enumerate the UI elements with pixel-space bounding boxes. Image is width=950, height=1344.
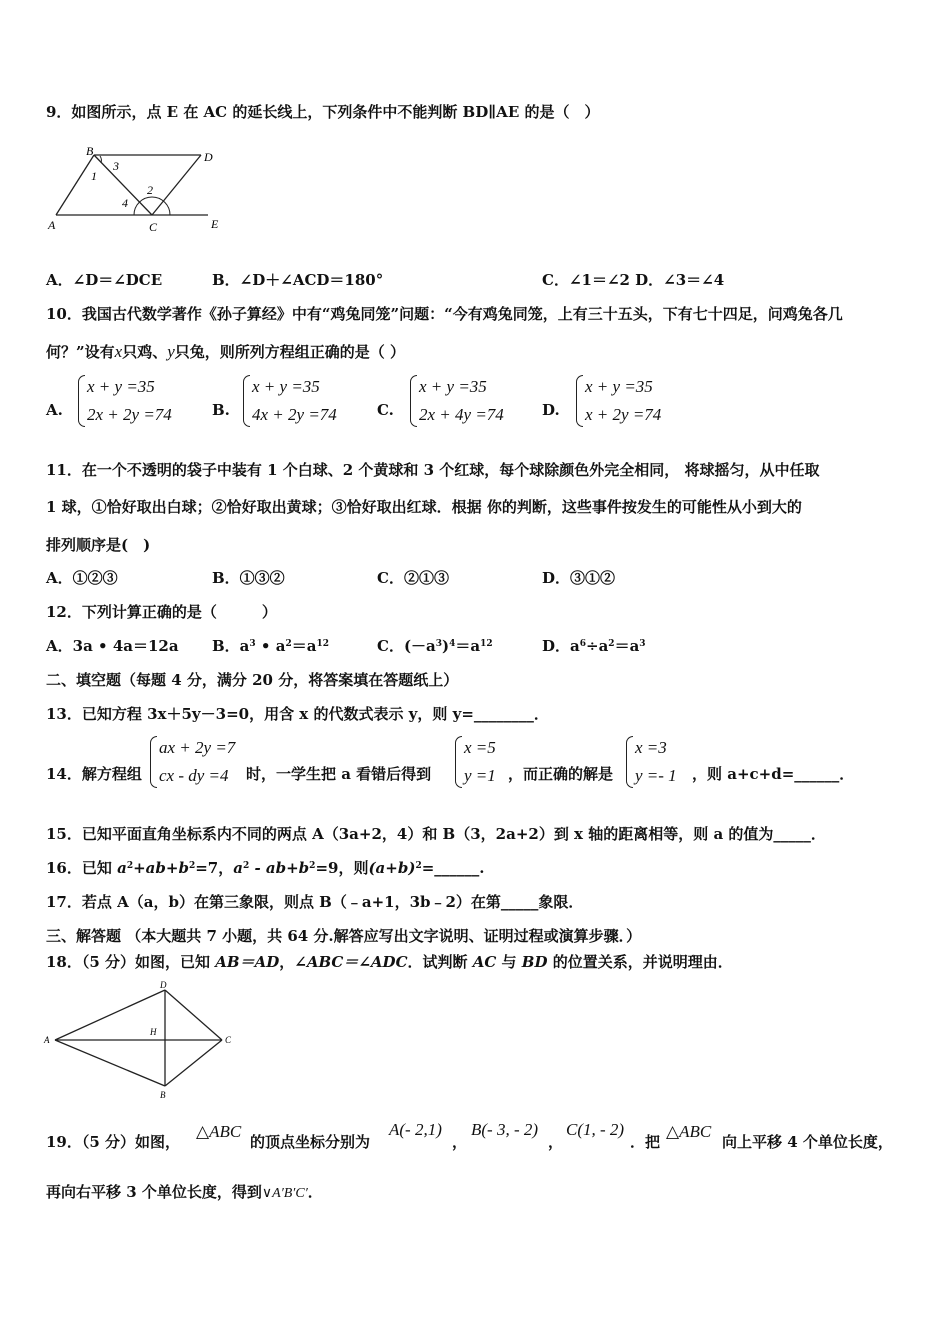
q13-text: 13．已知方程 3x＋5y－3=0，用含 x 的代数式表示 y，则 y=________． <box>46 705 549 723</box>
q10-line2: 何？”设有x只鸡、y只兔，则所列方程组正确的是（ ） <box>46 342 405 361</box>
q14-system-1: ax + 2y =7 cx - dy =4 <box>150 734 235 790</box>
q10-option-a-system: x + y =35 2x + 2y =74 <box>78 373 172 429</box>
q9-stem: 9．如图所示，点 E 在 AC 的延长线上，下列条件中不能判断 BD∥AE 的是（ ） <box>46 103 600 121</box>
q15-text: 15．已知平面直角坐标系内不同的两点 A（3a+2，4）和 B（3，2a+2）到 x 轴的距离相等，则 a 的值为_____． <box>46 825 826 843</box>
q11-option-b: B．①③② <box>212 569 285 587</box>
q10-option-b-label: B. <box>212 401 230 419</box>
q10-option-b-system: x + y =35 4x + 2y =74 <box>243 373 337 429</box>
q19-mid1: 的顶点坐标分别为 <box>250 1133 371 1151</box>
q9-option-a: A．∠D＝∠DCE <box>46 271 163 289</box>
q9-figure <box>46 143 236 238</box>
q9-label-B: B <box>86 144 94 158</box>
q9-label-D: D <box>204 150 213 164</box>
q10-option-d-label: D. <box>542 401 560 419</box>
q18-label-B: B <box>160 1090 166 1100</box>
q19-point-c: C(1, - 2) <box>566 1120 625 1139</box>
q18-label-H: H <box>150 1027 157 1037</box>
q19-point-a: A(- 2,1) <box>389 1120 442 1139</box>
q9-label-E: E <box>211 217 219 231</box>
q19-line2: 再向右平移 3 个单位长度，得到∨A′B′C′． <box>46 1183 323 1201</box>
q18-label-A: A <box>44 1035 50 1045</box>
q12-option-b: B．$a^3$ • $a^2=a^{12}$ <box>212 637 329 655</box>
q10-option-a-label: A. <box>46 401 63 419</box>
q14-mid2: ，而正确的解是 <box>508 765 614 783</box>
q18-label-D: D <box>160 980 167 990</box>
q11-line2: 1 球，①恰好取出白球；②恰好取出黄球；③恰好取出红球．根据 你的判断，这些事件按发生的可能性从小到大的 <box>46 498 802 516</box>
q16-text: 16．已知 $a^2+ab+b^2=7$，$a^2 - ab+b^2=9$，则$(a+b)^2=\_\_\_\_\_\_$. <box>46 859 485 877</box>
q11-line1: 11．在一个不透明的袋子中装有 1 个白球、2 个黄球和 3 个红球，每个球除颜色外完全相同， 将球摇匀，从中任取 <box>46 461 820 479</box>
q17-text: 17．若点 A（a，b）在第三象限，则点 B（﹣a+1，3b﹣2）在第_____象限． <box>46 893 584 911</box>
q11-option-c: C．②①③ <box>377 569 449 587</box>
q9-label-C: C <box>149 220 158 234</box>
q19-mid2: ．把 <box>630 1133 661 1151</box>
q12-option-c: C．$(-a^3)^4=a^{12}$ <box>377 637 493 655</box>
q10-line1: 10．我国古代数学著作《孙子算经》中有“鸡兔同笼”问题：“今有鸡兔同笼，上有三十五头，下有七十四足，问鸡兔各几 <box>46 305 843 323</box>
q14-pre: 14．解方程组 <box>46 765 142 783</box>
q10-option-d-system: x + y =35 x + 2y =74 <box>576 373 661 429</box>
q11-option-d: D．③①② <box>542 569 616 587</box>
q9-angle-2: 2 <box>147 183 153 197</box>
q9-angle-1: 1 <box>91 169 97 183</box>
q11-line3: 排列顺序是( ) <box>46 536 151 554</box>
q9-label-A: A <box>48 218 56 232</box>
q14-system-2: x =5 y =1 <box>455 734 496 790</box>
q9-option-b: B．∠D＋∠ACD＝180° <box>212 271 384 289</box>
q19-post: 向上平移 4 个单位长度， <box>722 1133 893 1151</box>
q10-var-y: y <box>167 342 175 361</box>
q12-stem: 12．下列计算正确的是（ ） <box>46 603 277 621</box>
q9-option-cd: C．∠1＝∠2 D．∠3＝∠4 <box>542 271 725 289</box>
q18-label-C: C <box>225 1035 232 1045</box>
q14-post: ，则 a+c+d=______． <box>692 765 855 783</box>
q19-pre: 19．（5 分）如图， <box>46 1133 181 1151</box>
section-3-heading: 三、解答题 （本大题共 7 小题，共 64 分.解答应写出文字说明、证明过程或演算步骤．） <box>46 927 642 945</box>
q10-option-c-label: C. <box>377 401 394 419</box>
q11-option-a: A．①②③ <box>46 569 118 587</box>
q18-figure <box>40 978 240 1103</box>
q14-mid1: 时，一学生把 a 看错后得到 <box>246 765 432 783</box>
q19-comma2: ， <box>548 1133 564 1151</box>
q19-triangle-1: △ABC <box>196 1122 242 1141</box>
q9-angle-4: 4 <box>122 196 128 210</box>
q10-option-c-system: x + y =35 2x + 4y =74 <box>410 373 504 429</box>
section-2-heading: 二、填空题（每题 4 分，满分 20 分，将答案填在答题纸上） <box>46 671 459 689</box>
q19-triangle-prime: ∨A′B′C′ <box>261 1186 308 1201</box>
q19-comma1: ， <box>452 1133 468 1151</box>
q9-angle-3: 3 <box>113 159 119 173</box>
q14-system-3: x =3 y =- 1 <box>626 734 677 790</box>
q12-option-a: A．3a • 4a＝12a <box>46 637 179 655</box>
q10-var-x: x <box>114 342 123 361</box>
q19-triangle-2: △ABC <box>666 1122 712 1141</box>
q18-text: 18．（5 分）如图，已知 AB＝AD，∠ABC＝∠ADC．试判断 AC 与 BD 的位置关系，并说明理由． <box>46 953 733 971</box>
q19-point-b: B(- 3, - 2) <box>471 1120 539 1139</box>
q12-option-d: D．$a^6\div a^2=a^3$ <box>542 637 646 655</box>
